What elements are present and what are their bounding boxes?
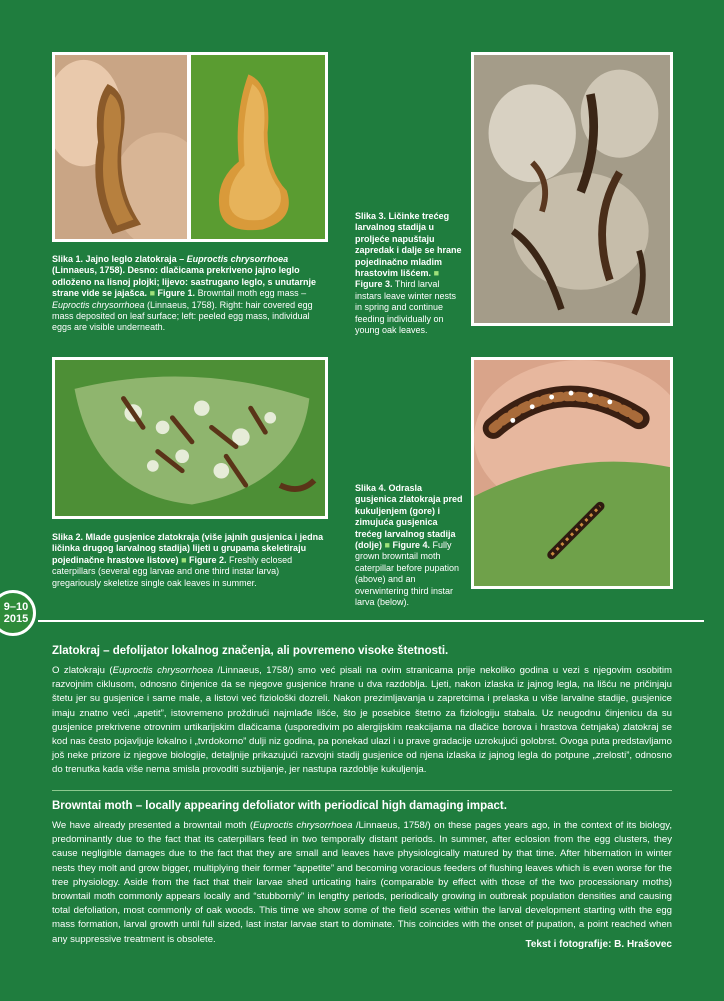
caption-figure-1-species-hr: Euproctis chrysorrhoea (186, 254, 289, 264)
caption-figure-2 (52, 532, 328, 589)
caption-figure-1 (52, 254, 328, 334)
caption-figure-3-title-hr: Slika 3. (355, 211, 387, 221)
caption-figure-4 (355, 483, 463, 608)
square-bullet-icon: ■ (181, 554, 187, 565)
caption-figure-3-text-hr: Ličinke trećeg larvalnog stadija u proljeće napuštaju zapredak i dalje se hrane pojedinačno mladim hrastovim lišćem. (355, 211, 462, 279)
language-divider (52, 790, 672, 791)
body-text-hr-body: /Linnaeus, 1758/) smo već pisali na ovim stranicama prije nekoliko godina u vezi s njegovim osobitim razvojnim ciklusom, odnosno činjenice da se njegove gusjenice hrane u dva razdoblja. Ljeti, nakon izlaska iz jajnog legla, na lišću ne pričinjaju štetu jer su gusjenice i same male, a listovi već fiziološki dozreli. Nakon prezimljavanja u zapretcima i prelaska u više larvalne stadije, gusjenice imaju znatno veći „apetit”, istovremeno proždirući najmlađe lišće, što je posebice štetno za fiziologiju stabala. Uz neugodnu činjenicu da su gusjenice prekrivene otrovnim urtikarijskim dlačicama (usporedivim po alergijskim reakcijama na dlačice borova i hrastova četnjaka) zlatokraj se kod nas često pojavljuje lokalno i „tvrdokorno” dulji niz godina, pa ponekad ulazi i u prave gradacije uzrokujući golobrst. Ovoga puta predstavljamo još neke prizore iz njegove biologije, detaljnije prikazujući razvojni stadij gusjenice od njena izlaska iz jajnog legla do potpune „zrelosti”, odnosno do trenutka kada više nema smisla provoditi suzbijanje, jer nastupa razdoblje kukuljenja. (52, 665, 672, 776)
photo-egg-mass-peeled (52, 52, 190, 242)
body-text-hr-intro: O zlatokraju ( (52, 665, 113, 676)
caption-figure-1-title-en: Figure 1. (157, 288, 196, 299)
caption-figure-1-title-hr: Slika 1. (52, 254, 84, 264)
issue-year: 2015 (3, 613, 29, 625)
caption-figure-4-text-en: Fully grown browntail moth caterpillar before pupation (above) and an overwintering third instar larva (below). (355, 540, 460, 608)
caption-figure-1-species-en: Euproctis chrysorrhoea (52, 299, 145, 310)
body-text-hr (52, 664, 672, 778)
photo-mature-caterpillar (471, 357, 673, 589)
caption-figure-2-title-hr: Slika 2. (52, 532, 84, 542)
caption-figure-4-title-en: Figure 4. (392, 540, 430, 551)
body-text-en-body: /Linnaeus, 1758/) on these pages years ago, in the context of its biology, predominantly due to the fact that its caterpillars feed in two temporally distant periods. In summer, after eclosion from the egg clusters, they cause negligible damages due to the fact that they are small and leaves have physiologically matured by that time. After hibernation in winter nests they molt and grow bigger, multiplying their former “appetite” and becoming voracious feeders of flushing leaves which is even worse for the tree physiology. Aside from the fact that their larvae shed urticating hairs (comparable by effect with those of the two processionary moths) browntail moth commonly appears locally and “stubbornly” in lengthy periods, periodically growing in outbreak population densities and causing total defoliation, most commonly of oak woods. This time we show some of the field scenes within the larval development starting with the egg mass formation, larval growth until full sized, last instar larvae start to dominate. This coincides with the onset of pupation, a point reached when any suppressive treatment is obsolete. (52, 820, 672, 945)
photo-credit: Tekst i fotografije: B. Hrašovec (525, 939, 672, 950)
caption-figure-2-text-en: Freshly eclosed caterpillars (several egg larvae and one third instar larva) gregariously skeletize single oak leaves in summer. (52, 554, 293, 588)
body-text-en-species: Euproctis chrysorrhoea (253, 820, 353, 831)
caption-figure-1-text-en-2: (Linnaeus, 1758). Right: hair covered egg mass deposited on leaf surface; left: peeled egg mass, individual eggs are visible underneath. (52, 299, 313, 333)
caption-figure-1-text-hr-2: (Linnaeus, 1758). Desno: dlačicama prekriveno jajno leglo odloženo na lisnoj plojki; lijevo: sastrugano leglo, s unutarnje strane vide se jajašca. (52, 265, 317, 299)
body-text-en-intro: We have already presented a browntail moth ( (52, 820, 254, 831)
section-title-en: Browntai moth – locally appearing defoliator with periodical high damaging impact. (52, 800, 507, 812)
caption-figure-1-text-hr-1: Jajno leglo zlatokraja – (85, 254, 187, 264)
issue-badge (0, 590, 36, 636)
issue-number: 9–10 (3, 601, 29, 613)
caption-figure-3-text-en: Third larval instars leave winter nests in spring and continue feeding individually on young oak leaves. (355, 279, 457, 336)
photo-third-instar-larvae (471, 52, 673, 326)
caption-figure-1-text-en-1: Browntail moth egg mass – (197, 288, 307, 299)
photo-egg-mass-hairy (188, 52, 328, 242)
caption-figure-3-title-en: Figure 3. (355, 279, 393, 290)
body-text-hr-species: Euproctis chrysorrhoea (112, 665, 214, 676)
caption-figure-2-title-en: Figure 2. (189, 554, 227, 565)
caption-figure-4-text-hr: Odrasla gusjenica zlatokraja pred kukuljenjem (gore) i zimujuća gusjenica trećeg larvalnog stadija (dolje) (355, 483, 463, 551)
caption-figure-3 (355, 211, 463, 336)
section-title-hr: Zlatokraj – defolijator lokalnog značenja, ali povremeno visoke štetnosti. (52, 645, 449, 657)
caption-figure-2-text-hr: Mlade gusjenice zlatokraja (više jajnih gusjenica i jedna ličinka drugog larvalnog stadija) lijeti u grupama skeletiraju pojedinačne hrastove listove) (52, 532, 324, 565)
square-bullet-icon: ■ (433, 268, 439, 279)
caption-figure-4-title-hr: Slika 4. (355, 483, 387, 493)
section-divider (38, 620, 704, 622)
photo-young-caterpillars (52, 357, 328, 519)
square-bullet-icon: ■ (149, 288, 156, 299)
body-text-en (52, 819, 672, 947)
square-bullet-icon: ■ (384, 540, 390, 551)
